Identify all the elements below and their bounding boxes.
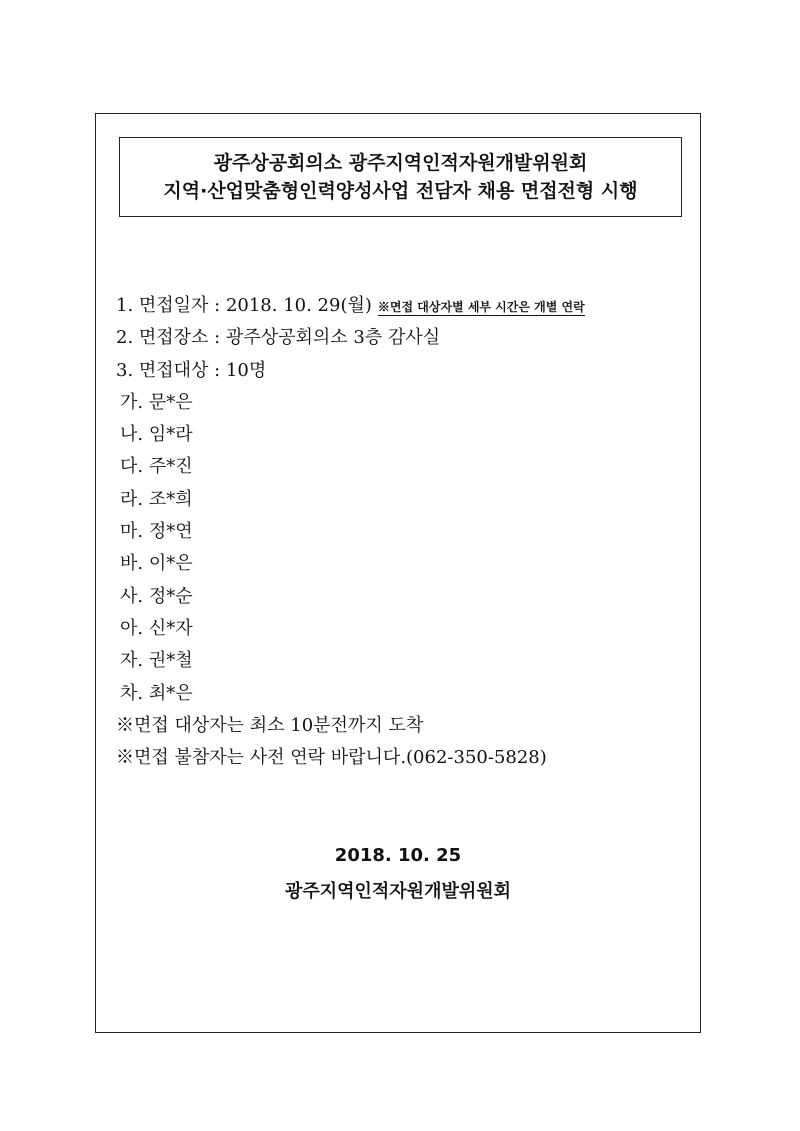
interview-date-note: ※면접 대상자별 세부 시간은 개별 연락 — [377, 300, 585, 314]
candidate-item: 아. 신*자 — [120, 617, 193, 639]
candidate-item: 가. 문*은 — [120, 391, 193, 413]
title-line-2: 지역·산업맞춤형인력양성사업 전담자 채용 면접전형 시행 — [163, 180, 638, 202]
notice-body — [116, 290, 696, 774]
title-box — [119, 137, 682, 217]
candidate-item: 다. 주*진 — [120, 456, 193, 478]
issuing-organization: 광주지역인적자원개발위원회 — [284, 881, 512, 902]
candidate-item: 라. 조*희 — [120, 488, 193, 510]
absence-note: ※면접 불참자는 사전 연락 바랍니다.(062-350-5828) — [116, 747, 547, 769]
interview-date-line — [116, 290, 696, 322]
arrival-note: ※면접 대상자는 최소 10분전까지 도착 — [116, 714, 424, 736]
candidate-item: 나. 임*라 — [120, 424, 193, 446]
candidate-item: 바. 이*은 — [120, 553, 193, 575]
candidate-item: 차. 최*은 — [120, 682, 193, 704]
issue-date: 2018. 10. 25 — [334, 845, 462, 866]
interview-date: 1. 면접일자 : 2018. 10. 29(월) — [116, 295, 372, 316]
candidate-item: 사. 정*순 — [120, 585, 193, 607]
title-line-1: 광주상공회의소 광주지역인적자원개발위원회 — [213, 152, 588, 174]
footer — [95, 838, 701, 910]
interview-target: 3. 면접대상 : 10명 — [116, 359, 267, 381]
candidate-item: 자. 권*철 — [120, 650, 193, 672]
interview-place: 2. 면접장소 : 광주상공회의소 3층 감사실 — [116, 327, 441, 349]
candidate-item: 마. 정*연 — [120, 521, 193, 543]
